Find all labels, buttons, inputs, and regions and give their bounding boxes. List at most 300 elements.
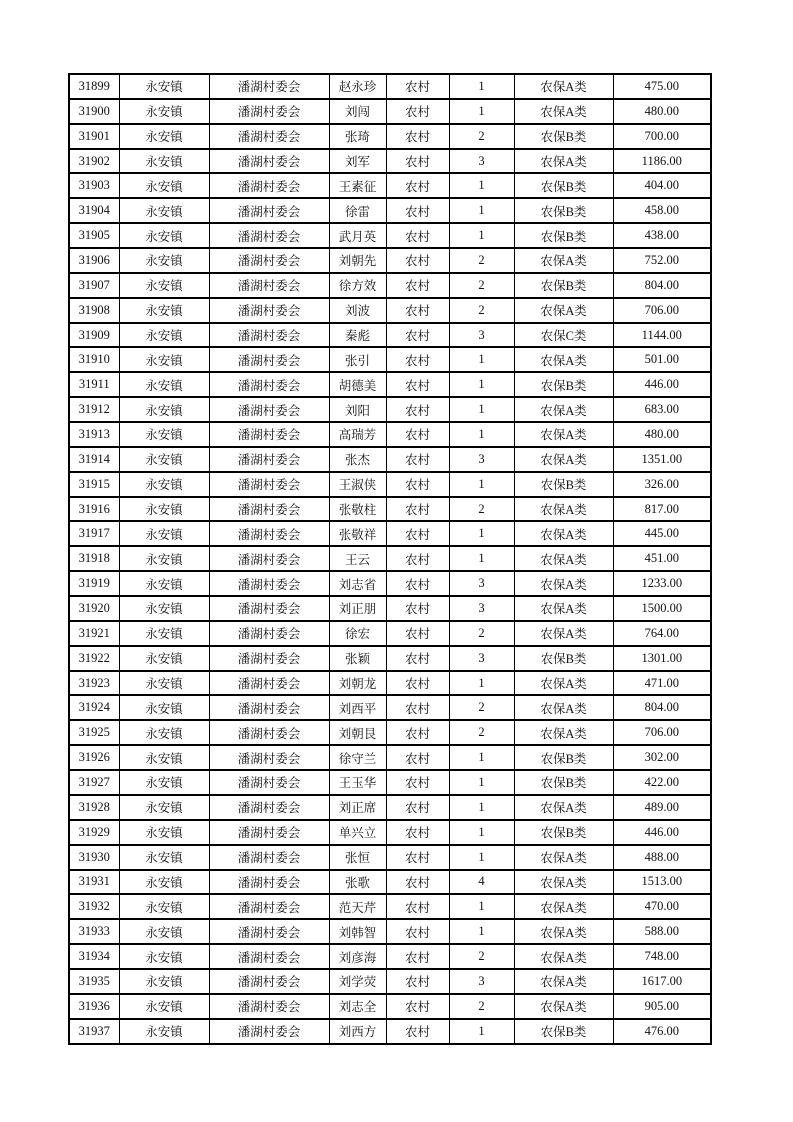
cell-person_count: 2 bbox=[449, 273, 514, 298]
cell-household_type: 农村 bbox=[386, 820, 449, 845]
cell-insurance_class: 农保A类 bbox=[514, 596, 613, 621]
cell-person_name: 刘朝先 bbox=[329, 248, 386, 273]
cell-insurance_class: 农保A类 bbox=[514, 248, 613, 273]
cell-serial: 31914 bbox=[69, 447, 119, 472]
cell-town: 永安镇 bbox=[119, 347, 209, 372]
cell-insurance_class: 农保A类 bbox=[514, 894, 613, 919]
cell-village: 潘湖村委会 bbox=[209, 173, 329, 198]
cell-insurance_class: 农保A类 bbox=[514, 994, 613, 1019]
cell-insurance_class: 农保A类 bbox=[514, 621, 613, 646]
cell-village: 潘湖村委会 bbox=[209, 894, 329, 919]
cell-serial: 31925 bbox=[69, 720, 119, 745]
cell-insurance_class: 农保A类 bbox=[514, 919, 613, 944]
cell-serial: 31910 bbox=[69, 347, 119, 372]
cell-person_name: 刘朝艮 bbox=[329, 720, 386, 745]
cell-insurance_class: 农保B类 bbox=[514, 223, 613, 248]
cell-person_count: 3 bbox=[449, 149, 514, 174]
cell-household_type: 农村 bbox=[386, 521, 449, 546]
cell-serial: 31902 bbox=[69, 149, 119, 174]
cell-person_count: 1 bbox=[449, 745, 514, 770]
cell-insurance_class: 农保B类 bbox=[514, 372, 613, 397]
cell-household_type: 农村 bbox=[386, 149, 449, 174]
cell-household_type: 农村 bbox=[386, 944, 449, 969]
cell-village: 潘湖村委会 bbox=[209, 273, 329, 298]
cell-person_name: 刘志省 bbox=[329, 571, 386, 596]
cell-town: 永安镇 bbox=[119, 944, 209, 969]
cell-person_count: 1 bbox=[449, 397, 514, 422]
cell-insurance_class: 农保B类 bbox=[514, 472, 613, 497]
cell-amount: 326.00 bbox=[613, 472, 711, 497]
cell-town: 永安镇 bbox=[119, 422, 209, 447]
cell-serial: 31930 bbox=[69, 845, 119, 870]
table-row bbox=[69, 870, 711, 895]
cell-amount: 446.00 bbox=[613, 372, 711, 397]
cell-serial: 31926 bbox=[69, 745, 119, 770]
cell-insurance_class: 农保A类 bbox=[514, 149, 613, 174]
cell-insurance_class: 农保A类 bbox=[514, 422, 613, 447]
cell-insurance_class: 农保A类 bbox=[514, 347, 613, 372]
pension-roster-body bbox=[69, 74, 711, 1044]
cell-insurance_class: 农保B类 bbox=[514, 820, 613, 845]
cell-amount: 1186.00 bbox=[613, 149, 711, 174]
cell-household_type: 农村 bbox=[386, 347, 449, 372]
cell-amount: 700.00 bbox=[613, 124, 711, 149]
cell-insurance_class: 农保A类 bbox=[514, 845, 613, 870]
cell-town: 永安镇 bbox=[119, 521, 209, 546]
cell-village: 潘湖村委会 bbox=[209, 919, 329, 944]
cell-insurance_class: 农保A类 bbox=[514, 969, 613, 994]
cell-household_type: 农村 bbox=[386, 894, 449, 919]
cell-person_count: 1 bbox=[449, 99, 514, 124]
cell-serial: 31922 bbox=[69, 646, 119, 671]
cell-household_type: 农村 bbox=[386, 770, 449, 795]
table-row bbox=[69, 845, 711, 870]
cell-household_type: 农村 bbox=[386, 298, 449, 323]
cell-village: 潘湖村委会 bbox=[209, 422, 329, 447]
cell-person_name: 刘闯 bbox=[329, 99, 386, 124]
cell-amount: 588.00 bbox=[613, 919, 711, 944]
cell-household_type: 农村 bbox=[386, 646, 449, 671]
cell-household_type: 农村 bbox=[386, 845, 449, 870]
cell-amount: 706.00 bbox=[613, 298, 711, 323]
cell-serial: 31899 bbox=[69, 74, 119, 99]
cell-serial: 31916 bbox=[69, 497, 119, 522]
cell-amount: 817.00 bbox=[613, 497, 711, 522]
cell-serial: 31904 bbox=[69, 198, 119, 223]
cell-person_name: 高瑞芳 bbox=[329, 422, 386, 447]
table-row bbox=[69, 745, 711, 770]
cell-village: 潘湖村委会 bbox=[209, 198, 329, 223]
cell-town: 永安镇 bbox=[119, 323, 209, 348]
cell-town: 永安镇 bbox=[119, 969, 209, 994]
cell-village: 潘湖村委会 bbox=[209, 472, 329, 497]
cell-serial: 31932 bbox=[69, 894, 119, 919]
table-row bbox=[69, 994, 711, 1019]
cell-person_count: 1 bbox=[449, 919, 514, 944]
cell-insurance_class: 农保A类 bbox=[514, 720, 613, 745]
cell-village: 潘湖村委会 bbox=[209, 372, 329, 397]
cell-insurance_class: 农保B类 bbox=[514, 173, 613, 198]
cell-amount: 1301.00 bbox=[613, 646, 711, 671]
cell-town: 永安镇 bbox=[119, 74, 209, 99]
cell-person_count: 2 bbox=[449, 994, 514, 1019]
cell-person_name: 张琦 bbox=[329, 124, 386, 149]
cell-town: 永安镇 bbox=[119, 820, 209, 845]
cell-person_count: 1 bbox=[449, 546, 514, 571]
cell-household_type: 农村 bbox=[386, 99, 449, 124]
cell-insurance_class: 农保A类 bbox=[514, 795, 613, 820]
cell-person_name: 刘正席 bbox=[329, 795, 386, 820]
cell-village: 潘湖村委会 bbox=[209, 969, 329, 994]
cell-household_type: 农村 bbox=[386, 596, 449, 621]
cell-serial: 31924 bbox=[69, 695, 119, 720]
cell-amount: 764.00 bbox=[613, 621, 711, 646]
cell-village: 潘湖村委会 bbox=[209, 397, 329, 422]
cell-household_type: 农村 bbox=[386, 571, 449, 596]
cell-village: 潘湖村委会 bbox=[209, 695, 329, 720]
cell-serial: 31906 bbox=[69, 248, 119, 273]
cell-household_type: 农村 bbox=[386, 124, 449, 149]
cell-person_count: 2 bbox=[449, 720, 514, 745]
cell-serial: 31901 bbox=[69, 124, 119, 149]
cell-amount: 748.00 bbox=[613, 944, 711, 969]
cell-person_name: 徐宏 bbox=[329, 621, 386, 646]
cell-town: 永安镇 bbox=[119, 273, 209, 298]
cell-person_name: 刘波 bbox=[329, 298, 386, 323]
cell-amount: 422.00 bbox=[613, 770, 711, 795]
table-row bbox=[69, 596, 711, 621]
cell-household_type: 农村 bbox=[386, 248, 449, 273]
cell-village: 潘湖村委会 bbox=[209, 546, 329, 571]
cell-town: 永安镇 bbox=[119, 745, 209, 770]
cell-person_count: 1 bbox=[449, 521, 514, 546]
cell-person_name: 刘西平 bbox=[329, 695, 386, 720]
cell-village: 潘湖村委会 bbox=[209, 994, 329, 1019]
cell-town: 永安镇 bbox=[119, 223, 209, 248]
cell-person_count: 2 bbox=[449, 248, 514, 273]
cell-village: 潘湖村委会 bbox=[209, 149, 329, 174]
cell-village: 潘湖村委会 bbox=[209, 596, 329, 621]
cell-person_count: 1 bbox=[449, 347, 514, 372]
cell-amount: 1233.00 bbox=[613, 571, 711, 596]
cell-person_count: 3 bbox=[449, 646, 514, 671]
table-row bbox=[69, 919, 711, 944]
table-row bbox=[69, 422, 711, 447]
cell-town: 永安镇 bbox=[119, 447, 209, 472]
cell-amount: 404.00 bbox=[613, 173, 711, 198]
cell-insurance_class: 农保A类 bbox=[514, 447, 613, 472]
cell-person_name: 王云 bbox=[329, 546, 386, 571]
cell-town: 永安镇 bbox=[119, 919, 209, 944]
cell-household_type: 农村 bbox=[386, 497, 449, 522]
cell-serial: 31923 bbox=[69, 671, 119, 696]
cell-person_count: 1 bbox=[449, 223, 514, 248]
table-row bbox=[69, 372, 711, 397]
cell-serial: 31936 bbox=[69, 994, 119, 1019]
cell-person_name: 徐守兰 bbox=[329, 745, 386, 770]
cell-serial: 31913 bbox=[69, 422, 119, 447]
cell-town: 永安镇 bbox=[119, 248, 209, 273]
cell-town: 永安镇 bbox=[119, 770, 209, 795]
cell-amount: 1351.00 bbox=[613, 447, 711, 472]
cell-insurance_class: 农保B类 bbox=[514, 124, 613, 149]
cell-person_count: 3 bbox=[449, 596, 514, 621]
cell-household_type: 农村 bbox=[386, 795, 449, 820]
cell-serial: 31933 bbox=[69, 919, 119, 944]
cell-amount: 1617.00 bbox=[613, 969, 711, 994]
cell-person_name: 王素征 bbox=[329, 173, 386, 198]
cell-person_name: 王玉华 bbox=[329, 770, 386, 795]
table-row bbox=[69, 173, 711, 198]
cell-village: 潘湖村委会 bbox=[209, 646, 329, 671]
cell-town: 永安镇 bbox=[119, 596, 209, 621]
cell-town: 永安镇 bbox=[119, 149, 209, 174]
cell-insurance_class: 农保A类 bbox=[514, 571, 613, 596]
cell-insurance_class: 农保C类 bbox=[514, 323, 613, 348]
cell-person_name: 刘军 bbox=[329, 149, 386, 174]
cell-town: 永安镇 bbox=[119, 497, 209, 522]
table-row bbox=[69, 894, 711, 919]
cell-person_count: 3 bbox=[449, 969, 514, 994]
cell-serial: 31912 bbox=[69, 397, 119, 422]
cell-person_name: 刘阳 bbox=[329, 397, 386, 422]
cell-insurance_class: 农保A类 bbox=[514, 870, 613, 895]
cell-person_count: 2 bbox=[449, 695, 514, 720]
cell-amount: 706.00 bbox=[613, 720, 711, 745]
table-row bbox=[69, 944, 711, 969]
cell-insurance_class: 农保A类 bbox=[514, 497, 613, 522]
cell-person_name: 刘西方 bbox=[329, 1019, 386, 1044]
cell-household_type: 农村 bbox=[386, 870, 449, 895]
cell-town: 永安镇 bbox=[119, 397, 209, 422]
cell-person_count: 1 bbox=[449, 1019, 514, 1044]
table-row bbox=[69, 695, 711, 720]
cell-serial: 31900 bbox=[69, 99, 119, 124]
cell-town: 永安镇 bbox=[119, 894, 209, 919]
cell-person_count: 1 bbox=[449, 372, 514, 397]
cell-household_type: 农村 bbox=[386, 198, 449, 223]
cell-household_type: 农村 bbox=[386, 1019, 449, 1044]
cell-person_count: 1 bbox=[449, 845, 514, 870]
table-row bbox=[69, 646, 711, 671]
cell-household_type: 农村 bbox=[386, 745, 449, 770]
table-row bbox=[69, 770, 711, 795]
cell-amount: 1144.00 bbox=[613, 323, 711, 348]
cell-household_type: 农村 bbox=[386, 671, 449, 696]
table-row bbox=[69, 447, 711, 472]
cell-person_name: 范天芹 bbox=[329, 894, 386, 919]
table-row bbox=[69, 323, 711, 348]
cell-insurance_class: 农保A类 bbox=[514, 521, 613, 546]
cell-person_name: 张颖 bbox=[329, 646, 386, 671]
cell-serial: 31937 bbox=[69, 1019, 119, 1044]
cell-town: 永安镇 bbox=[119, 472, 209, 497]
cell-town: 永安镇 bbox=[119, 372, 209, 397]
cell-person_count: 1 bbox=[449, 173, 514, 198]
cell-household_type: 农村 bbox=[386, 422, 449, 447]
cell-person_count: 1 bbox=[449, 820, 514, 845]
cell-village: 潘湖村委会 bbox=[209, 447, 329, 472]
cell-person_name: 秦彪 bbox=[329, 323, 386, 348]
cell-insurance_class: 农保A类 bbox=[514, 546, 613, 571]
table-row bbox=[69, 347, 711, 372]
cell-serial: 31929 bbox=[69, 820, 119, 845]
cell-person_name: 张恒 bbox=[329, 845, 386, 870]
cell-town: 永安镇 bbox=[119, 795, 209, 820]
cell-town: 永安镇 bbox=[119, 845, 209, 870]
cell-town: 永安镇 bbox=[119, 198, 209, 223]
cell-person_count: 2 bbox=[449, 124, 514, 149]
cell-household_type: 农村 bbox=[386, 919, 449, 944]
cell-serial: 31905 bbox=[69, 223, 119, 248]
cell-town: 永安镇 bbox=[119, 720, 209, 745]
cell-amount: 1500.00 bbox=[613, 596, 711, 621]
cell-person_name: 单兴立 bbox=[329, 820, 386, 845]
cell-serial: 31911 bbox=[69, 372, 119, 397]
cell-insurance_class: 农保A类 bbox=[514, 944, 613, 969]
cell-amount: 475.00 bbox=[613, 74, 711, 99]
table-row bbox=[69, 273, 711, 298]
table-row bbox=[69, 298, 711, 323]
cell-person_name: 张引 bbox=[329, 347, 386, 372]
cell-person_count: 2 bbox=[449, 621, 514, 646]
table-row bbox=[69, 671, 711, 696]
cell-village: 潘湖村委会 bbox=[209, 1019, 329, 1044]
cell-amount: 451.00 bbox=[613, 546, 711, 571]
cell-household_type: 农村 bbox=[386, 173, 449, 198]
cell-person_name: 徐雷 bbox=[329, 198, 386, 223]
cell-person_count: 1 bbox=[449, 74, 514, 99]
cell-household_type: 农村 bbox=[386, 74, 449, 99]
cell-insurance_class: 农保A类 bbox=[514, 74, 613, 99]
cell-amount: 458.00 bbox=[613, 198, 711, 223]
cell-town: 永安镇 bbox=[119, 298, 209, 323]
cell-person_name: 刘正朋 bbox=[329, 596, 386, 621]
cell-village: 潘湖村委会 bbox=[209, 745, 329, 770]
cell-person_count: 3 bbox=[449, 447, 514, 472]
table-row bbox=[69, 198, 711, 223]
cell-village: 潘湖村委会 bbox=[209, 99, 329, 124]
cell-person_name: 赵永珍 bbox=[329, 74, 386, 99]
cell-insurance_class: 农保B类 bbox=[514, 273, 613, 298]
cell-amount: 501.00 bbox=[613, 347, 711, 372]
table-row bbox=[69, 621, 711, 646]
cell-serial: 31934 bbox=[69, 944, 119, 969]
cell-town: 永安镇 bbox=[119, 671, 209, 696]
cell-household_type: 农村 bbox=[386, 969, 449, 994]
cell-serial: 31921 bbox=[69, 621, 119, 646]
cell-amount: 752.00 bbox=[613, 248, 711, 273]
cell-serial: 31919 bbox=[69, 571, 119, 596]
cell-serial: 31918 bbox=[69, 546, 119, 571]
cell-insurance_class: 农保A类 bbox=[514, 298, 613, 323]
cell-town: 永安镇 bbox=[119, 870, 209, 895]
cell-serial: 31908 bbox=[69, 298, 119, 323]
table-row bbox=[69, 74, 711, 99]
cell-insurance_class: 农保A类 bbox=[514, 397, 613, 422]
cell-serial: 31920 bbox=[69, 596, 119, 621]
cell-serial: 31909 bbox=[69, 323, 119, 348]
cell-amount: 471.00 bbox=[613, 671, 711, 696]
cell-village: 潘湖村委会 bbox=[209, 124, 329, 149]
cell-person_name: 张杰 bbox=[329, 447, 386, 472]
cell-amount: 489.00 bbox=[613, 795, 711, 820]
cell-amount: 446.00 bbox=[613, 820, 711, 845]
cell-amount: 302.00 bbox=[613, 745, 711, 770]
cell-village: 潘湖村委会 bbox=[209, 944, 329, 969]
cell-town: 永安镇 bbox=[119, 173, 209, 198]
cell-person_count: 4 bbox=[449, 870, 514, 895]
cell-town: 永安镇 bbox=[119, 621, 209, 646]
cell-amount: 683.00 bbox=[613, 397, 711, 422]
cell-amount: 480.00 bbox=[613, 422, 711, 447]
cell-amount: 445.00 bbox=[613, 521, 711, 546]
cell-village: 潘湖村委会 bbox=[209, 820, 329, 845]
table-row bbox=[69, 521, 711, 546]
cell-serial: 31927 bbox=[69, 770, 119, 795]
cell-village: 潘湖村委会 bbox=[209, 571, 329, 596]
cell-town: 永安镇 bbox=[119, 99, 209, 124]
pension-roster-table bbox=[68, 73, 712, 1045]
cell-insurance_class: 农保B类 bbox=[514, 1019, 613, 1044]
cell-insurance_class: 农保A类 bbox=[514, 99, 613, 124]
cell-town: 永安镇 bbox=[119, 124, 209, 149]
cell-person_name: 刘朝龙 bbox=[329, 671, 386, 696]
cell-person_count: 2 bbox=[449, 497, 514, 522]
cell-person_count: 1 bbox=[449, 795, 514, 820]
cell-village: 潘湖村委会 bbox=[209, 671, 329, 696]
table-row bbox=[69, 497, 711, 522]
cell-village: 潘湖村委会 bbox=[209, 497, 329, 522]
cell-person_count: 1 bbox=[449, 770, 514, 795]
cell-person_name: 张敬祥 bbox=[329, 521, 386, 546]
cell-village: 潘湖村委会 bbox=[209, 621, 329, 646]
cell-household_type: 农村 bbox=[386, 621, 449, 646]
cell-amount: 476.00 bbox=[613, 1019, 711, 1044]
cell-person_name: 刘韩智 bbox=[329, 919, 386, 944]
cell-person_count: 3 bbox=[449, 323, 514, 348]
cell-household_type: 农村 bbox=[386, 546, 449, 571]
cell-person_count: 3 bbox=[449, 571, 514, 596]
cell-amount: 905.00 bbox=[613, 994, 711, 1019]
cell-person_name: 张敬柱 bbox=[329, 497, 386, 522]
cell-serial: 31903 bbox=[69, 173, 119, 198]
cell-serial: 31915 bbox=[69, 472, 119, 497]
cell-person_count: 1 bbox=[449, 198, 514, 223]
cell-household_type: 农村 bbox=[386, 447, 449, 472]
cell-village: 潘湖村委会 bbox=[209, 347, 329, 372]
cell-insurance_class: 农保A类 bbox=[514, 695, 613, 720]
cell-village: 潘湖村委会 bbox=[209, 74, 329, 99]
cell-person_name: 张歌 bbox=[329, 870, 386, 895]
table-row bbox=[69, 124, 711, 149]
cell-person_name: 徐方效 bbox=[329, 273, 386, 298]
cell-town: 永安镇 bbox=[119, 695, 209, 720]
cell-person_count: 2 bbox=[449, 944, 514, 969]
cell-insurance_class: 农保B类 bbox=[514, 770, 613, 795]
cell-household_type: 农村 bbox=[386, 273, 449, 298]
table-row bbox=[69, 248, 711, 273]
cell-household_type: 农村 bbox=[386, 223, 449, 248]
cell-household_type: 农村 bbox=[386, 372, 449, 397]
table-row bbox=[69, 546, 711, 571]
cell-village: 潘湖村委会 bbox=[209, 223, 329, 248]
cell-amount: 438.00 bbox=[613, 223, 711, 248]
cell-person_name: 武月英 bbox=[329, 223, 386, 248]
cell-person_count: 2 bbox=[449, 298, 514, 323]
cell-town: 永安镇 bbox=[119, 571, 209, 596]
table-row bbox=[69, 720, 711, 745]
